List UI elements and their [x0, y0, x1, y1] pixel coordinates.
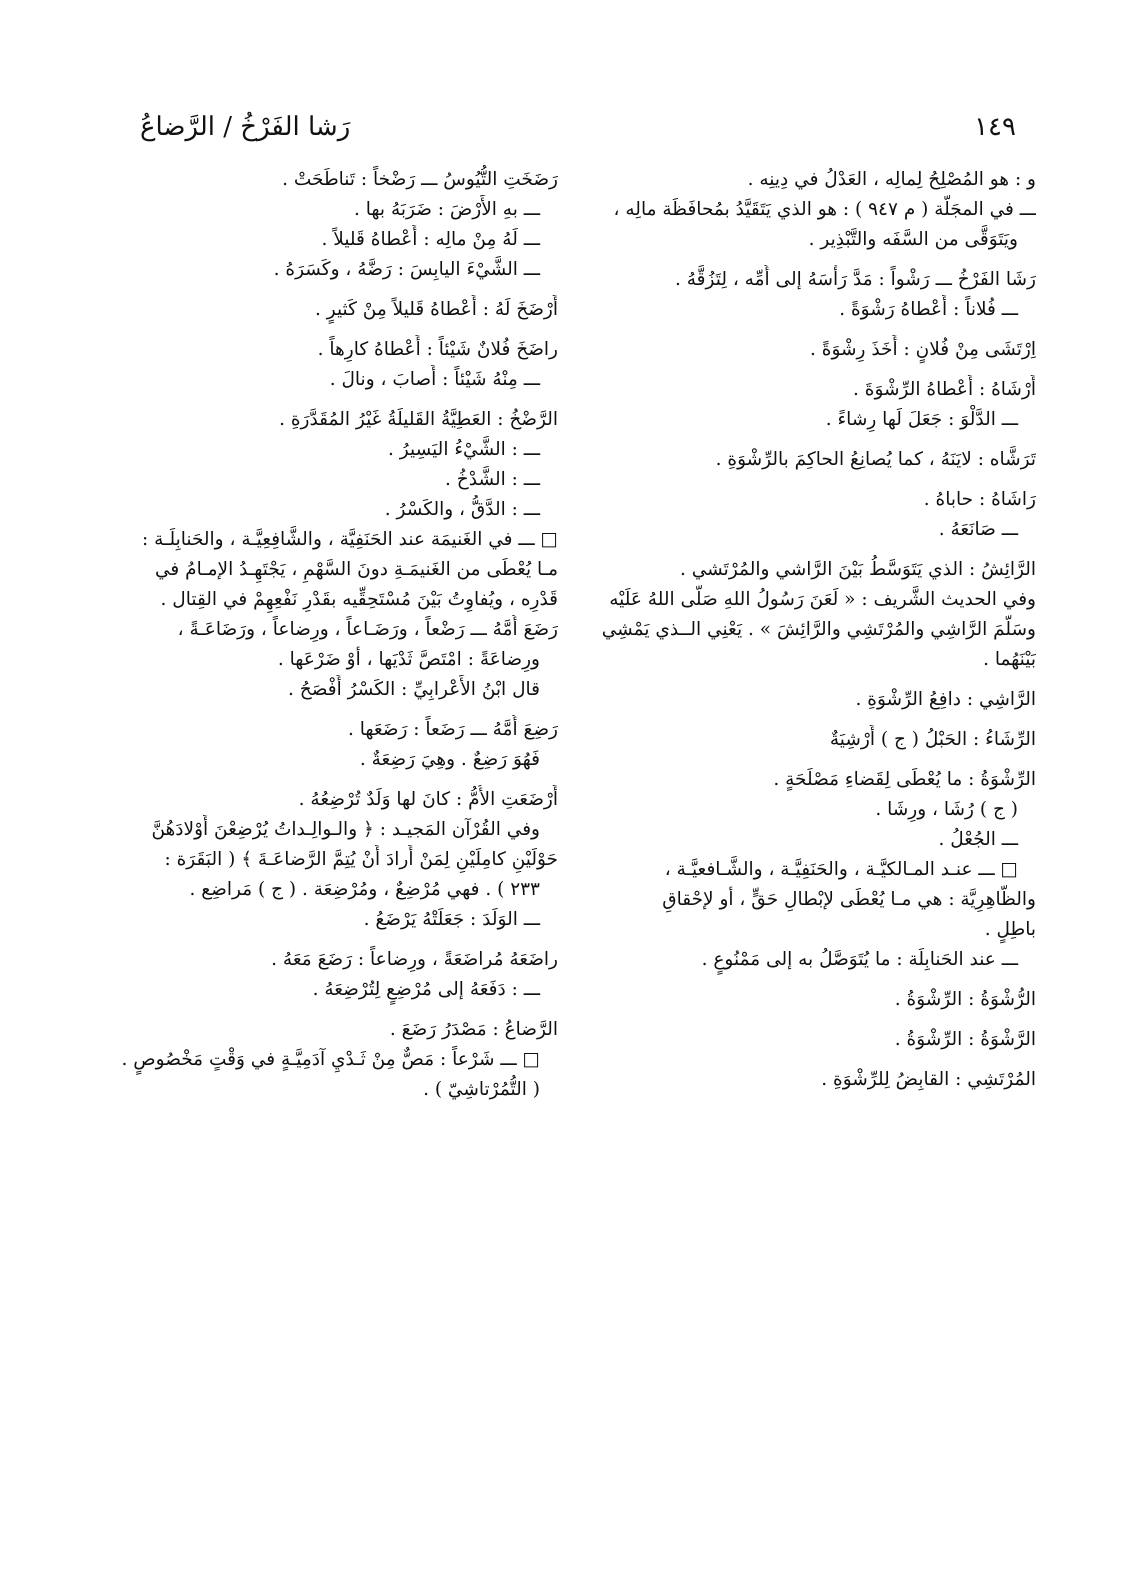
- text-line: ـــ : الدَّقُّ ، والكَسْرُ .: [384, 499, 540, 520]
- text-line: ( التُّمُرْتاشِيّ ) .: [423, 1079, 540, 1100]
- text-line: ـــ : الشَّيْءُ اليَسِيرُ .: [388, 439, 540, 460]
- text-line: ٢٣٣ ) . فهي مُرْضِعٌ ، ومُرْضِعَة . ( ج ) مَراضِع .: [189, 879, 540, 900]
- text-line: قال ابْنُ الأَعْرابِيِّ : الكَسْرُ أَفْصَحُ .: [287, 679, 540, 700]
- right-column: [566, 165, 1036, 1095]
- text-line: الرِّشَاءُ : الحَبْلُ ( ج ) أَرْشِيَةٌ: [829, 729, 1036, 750]
- text-line: ـــ : الشَّدْخُ .: [445, 469, 540, 490]
- text-line: رَاشَاهُ : حاباهُ .: [923, 489, 1036, 510]
- text-line: □ ـــ عنـد المـالكيَّـة ، والحَنَفِيَّـة ، والشَّـافعيَّـة ،: [664, 859, 1018, 880]
- text-line: ـــ صَانَعَهُ .: [938, 519, 1018, 540]
- text-line: رَشَا الفَرْخُ ـــ رَشْواً : مَدَّ رَأْسَهُ إلى أُمِّه ، لِتَزُقَّهُ .: [675, 269, 1036, 290]
- page-number: ١٤٩: [974, 112, 1016, 142]
- text-line: حَوْلَيْنِ كامِلَيْنِ لِمَنْ أَرادَ أَنْ يُتِمَّ الرَّضاعَـةَ ﴾ ( البَقَرَة :: [164, 849, 558, 870]
- text-line: ـــ في المجَلَّة ( م ٩٤٧ ) : هو الذي يَتَقَيَّدُ بمُحافَظَة مالِه ،: [613, 199, 1036, 220]
- text-line: ـــ الوَلَدَ : جَعَلَتْهُ يَرْضَعُ .: [363, 909, 540, 930]
- text-line: ـــ فُلاناً : أَعْطاهُ رَشْوَةً .: [839, 299, 1018, 320]
- text-line: ـــ : دَفَعَهُ إلى مُرْضِعٍ لِتُرْضِعَهُ .: [312, 979, 540, 1000]
- text-line: وفي القُرْآن المَجيـد : ﴿ والـوالِـداتُ يُرْضِعْنَ أَوْلادَهُنَّ: [151, 819, 540, 840]
- text-line: رَضِعَ أُمَّهُ ـــ رَضَعاً : رَضَعَها .: [347, 719, 558, 740]
- text-line: الرَّائِشُ : الذي يَتَوَسَّطُ بَيْنَ الرَّاشي والمُرْتَشي .: [680, 559, 1036, 580]
- text-line: الرِّشْوَةُ : ما يُعْطَى لِقَضاءِ مَصْلَحَةٍ .: [773, 769, 1036, 790]
- text-line: رَضَخَتِ التُّيُوسُ ـــ رَضْخاً : تَناطَحَتْ .: [282, 169, 558, 190]
- text-line: ـــ مِنْهُ شَيْئاً : أَصابَ ، ونالَ .: [329, 369, 540, 390]
- running-title: رَشا الفَرْخُ / الرَّضاعُ: [140, 112, 351, 142]
- text-line: □ ـــ في الغَنيمَة عند الحَنَفِيَّة ، والشَّافِعِيَّـة ، والحَنابِلَـة :: [142, 529, 558, 550]
- text-line: الرَّضْخُ : العَطِيَّةُ القَليلَةُ غَيْرُ المُقَدَّرَةِ .: [279, 409, 558, 430]
- text-line: فَهُوَ رَضِعٌ . وهِيَ رَضِعَةٌ .: [359, 749, 540, 770]
- text-line: مـا يُعْطَى من الغَنيمَـةِ دونَ السَّهْمِ ، يَجْتَهِـدُ الإمـامُ في: [154, 559, 558, 580]
- text-line: بَيْنَهُما .: [983, 649, 1036, 670]
- text-line: ـــ بهِ الأَرْضَ : ضَرَبَهُ بها .: [353, 199, 540, 220]
- text-line: ـــ الجُعْلُ .: [938, 829, 1018, 850]
- text-line: باطِلٍ .: [984, 919, 1036, 940]
- text-line: ورِضاعَةً : امْتَصَّ ثَدْيَها ، أوْ ضَرْعَها .: [277, 649, 540, 670]
- text-line: □ ـــ شَرْعاً : مَصٌّ مِنْ ثَـدْيِ آدَمِيَّـةٍ في وَقْتٍ مَخْصُوصٍ .: [121, 1049, 540, 1070]
- text-line: قَدْرِه ، ويُفاوِتُ بَيْنَ مُسْتَحِقِّيه بقَدْرِ نَفْعِهِمْ في القِتال .: [160, 589, 558, 610]
- text-line: ـــ الشَّيْءَ اليابِسَ : رَضَّهُ ، وكَسَرَهُ .: [273, 259, 540, 280]
- text-line: اِرْتَشَى مِنْ فُلانٍ : أَخَذَ رِشْوَةً .: [810, 339, 1036, 360]
- text-line: الرَّشْوَةُ : الرِّشْوَةُ .: [894, 1029, 1036, 1050]
- text-line: راضَعَهُ مُراضَعَةً ، ورِضاعاً : رَضَعَ مَعَهُ .: [271, 949, 558, 970]
- text-line: رَضَعَ أُمَّهُ ـــ رَضْعاً ، ورَضَـاعاً ، ورِضاعاً ، ورَضَاعَـةً ،: [177, 619, 558, 640]
- text-line: أَرْضَخَ لَهُ : أَعْطاهُ قَليلاً مِنْ كَثيرٍ .: [314, 299, 558, 320]
- text-line: أَرْشَاهُ : أَعْطاهُ الرِّشْوَةَ .: [853, 379, 1036, 400]
- text-line: الرُّشْوَةُ : الرِّشْوَةُ .: [894, 989, 1036, 1010]
- text-line: وسَلَّمَ الرَّاشِي والمُرْتَشِي والرَّائِشَ » . يَعْنِي الــذي يَمْشِي: [601, 619, 1036, 640]
- text-line: ـــ عند الحَنابِلَة : ما يُتَوَصَّلُ به إلى مَمْنُوعٍ .: [701, 949, 1018, 970]
- text-line: ( ج ) رُشَا ، ورِشَا .: [875, 799, 1018, 820]
- text-line: الرَّضاعُ : مَصْدَرُ رَضَعَ .: [389, 1019, 558, 1040]
- text-line: والظَّاهِرِيَّة : هي مـا يُعْطَى لإبْطالِ حَقٍّ ، أو لإحْقاقِ: [662, 889, 1036, 910]
- text-line: و : هو المُصْلِحُ لِمالِه ، العَدْلُ في دِينِه .: [747, 169, 1036, 190]
- text-line: المُرْتَشِي : القابِضُ لِلرِّشْوَةِ .: [821, 1069, 1036, 1090]
- text-line: ـــ لَهُ مِنْ مالِه : أَعْطاهُ قَليلاً .: [321, 229, 540, 250]
- left-column: [88, 165, 558, 1105]
- text-line: الرَّاشِي : دافِعُ الرِّشْوَةِ .: [855, 689, 1036, 710]
- text-line: تَرَشَّاه : لايَنَهُ ، كما يُصانِعُ الحاكِمَ بالرِّشْوَةِ .: [715, 449, 1036, 470]
- text-line: وفي الحديث الشَّريف : « لَعَنَ رَسُولُ اللهِ صَلَّى اللهُ عَلَيْه: [609, 589, 1036, 610]
- text-line: ـــ الدَّلْوَ : جَعَلَ لَها رِشاءً .: [825, 409, 1018, 430]
- text-line: راضَخَ فُلانٌ شَيْئاً : أَعْطاهُ كارِهاً .: [317, 339, 558, 360]
- text-line: ويَتَوَقَّى من السَّفَه والتَّبْذِير .: [808, 229, 1018, 250]
- text-line: أَرْضَعَتِ الأُمُّ : كانَ لها وَلَدٌ تُرْضِعُهُ .: [298, 789, 558, 810]
